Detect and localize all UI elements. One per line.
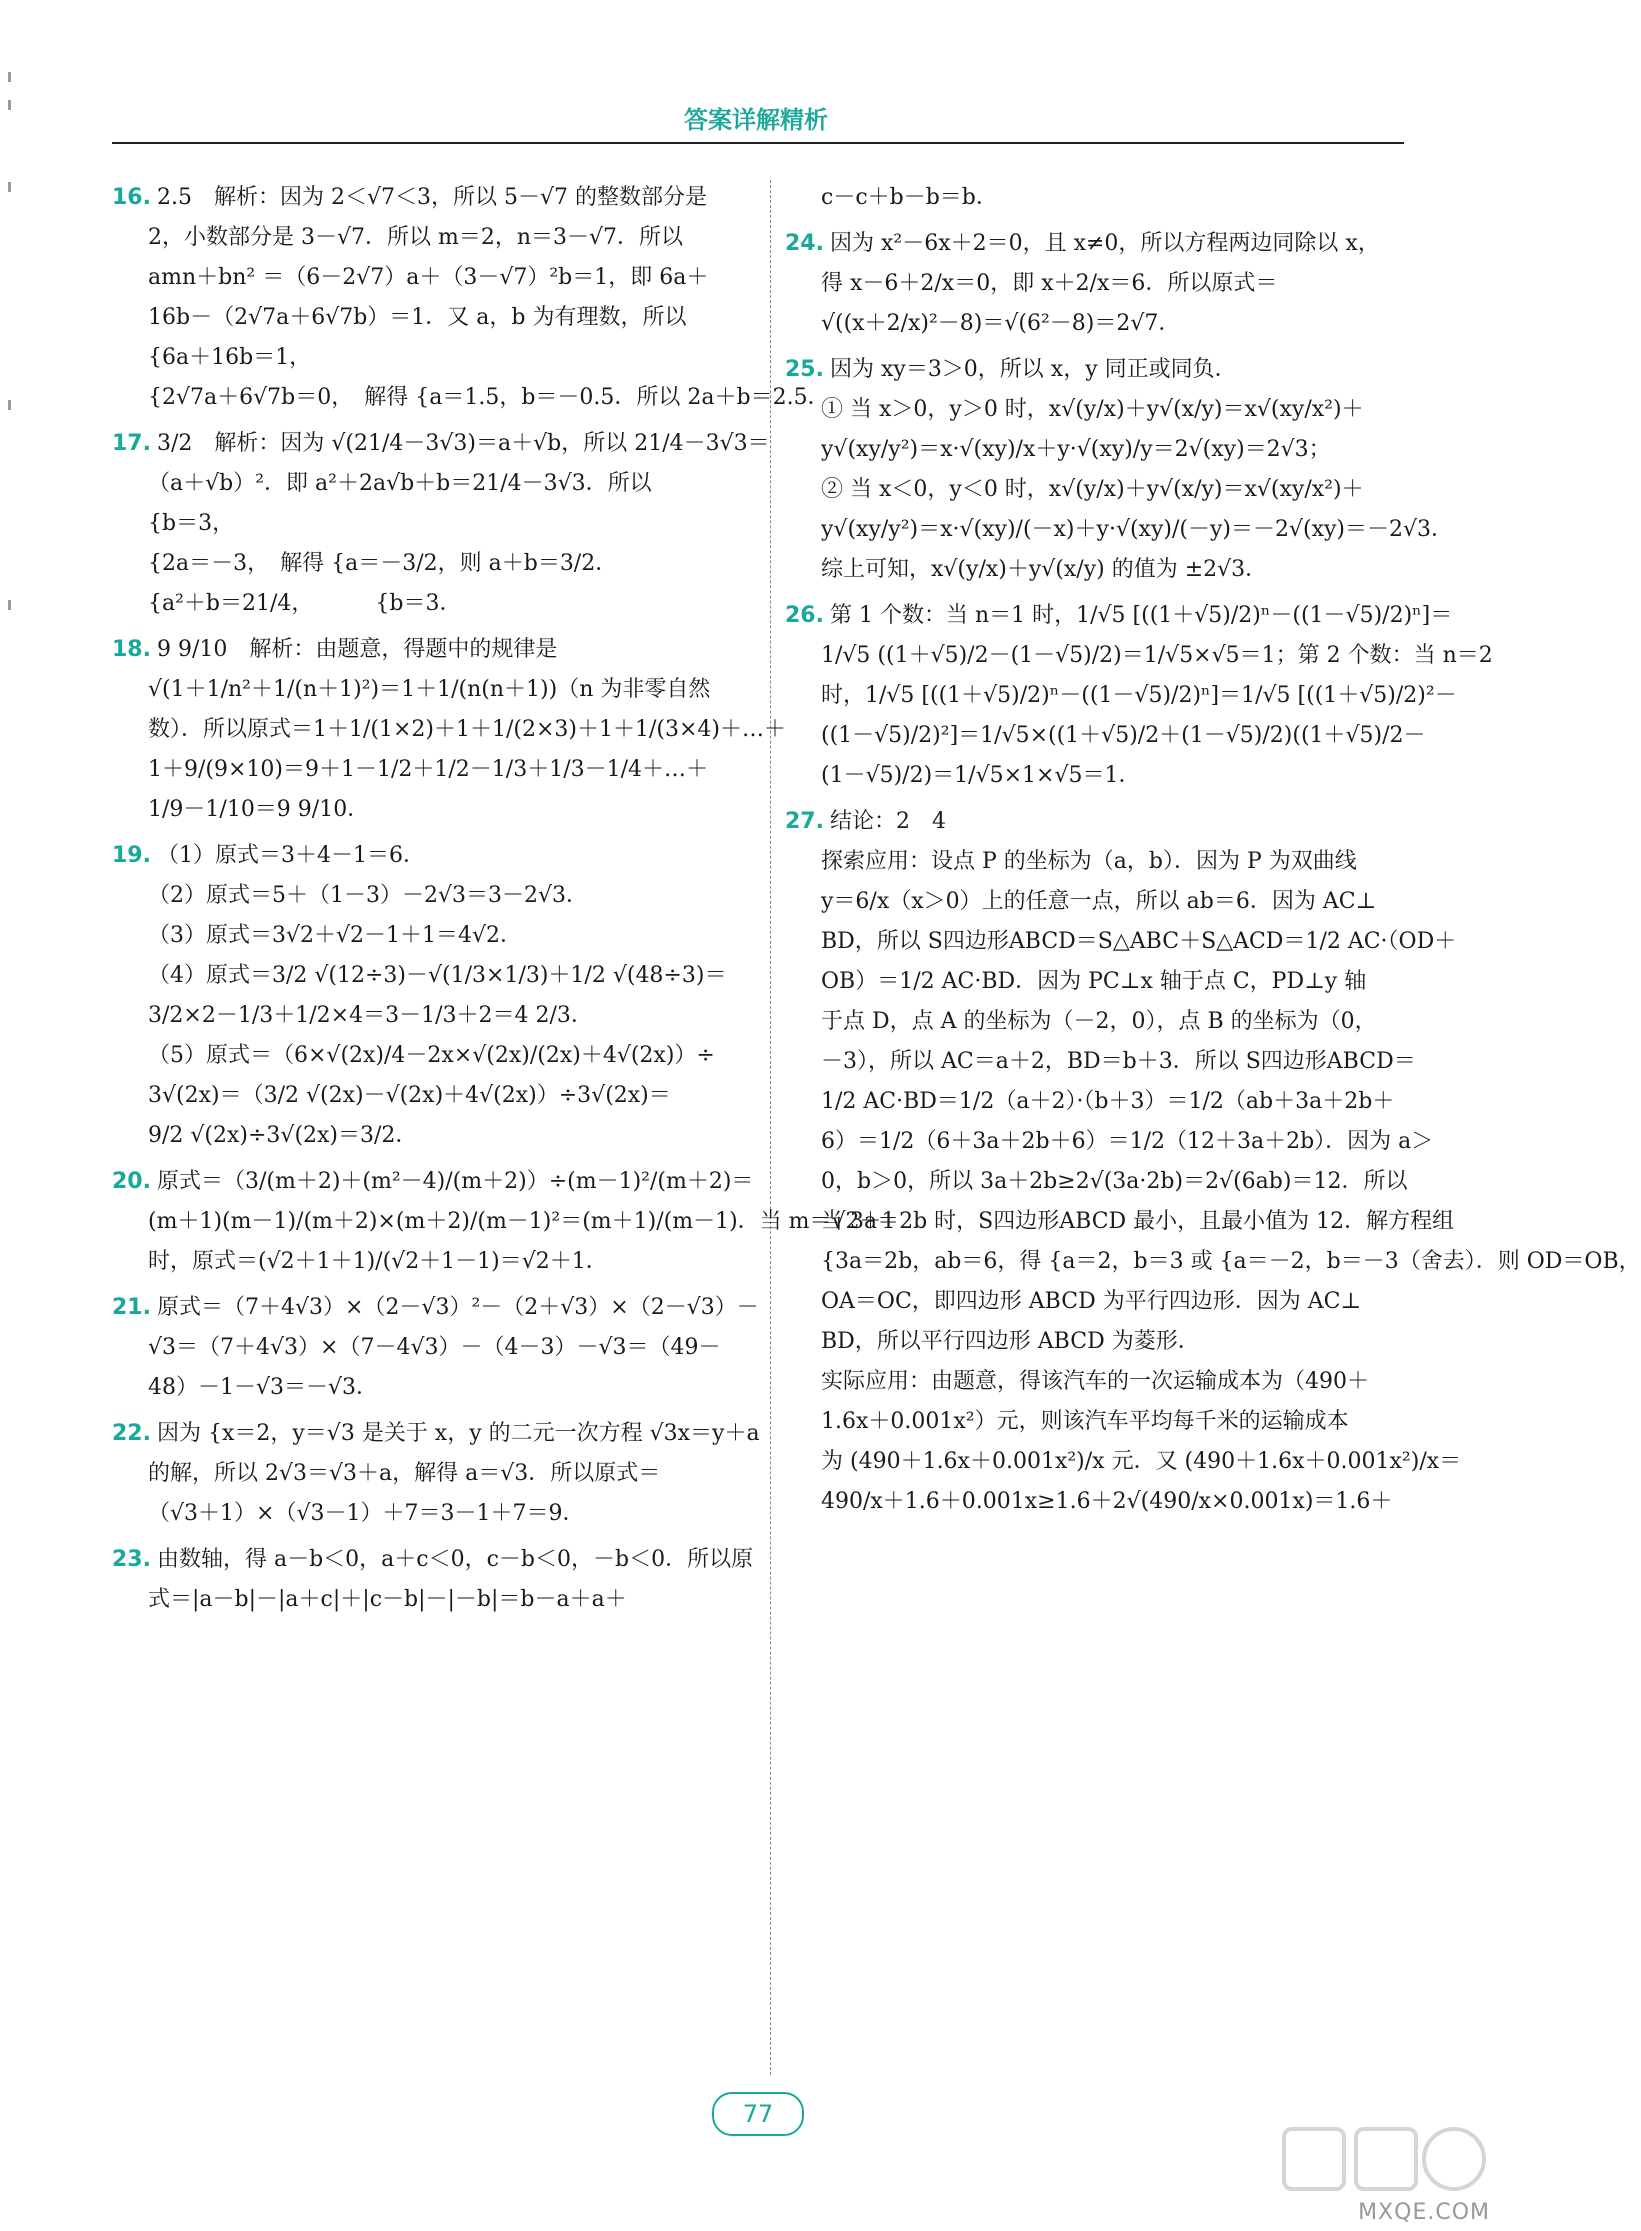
answer-line <box>785 1122 1434 1162</box>
question-number: 23. <box>112 1547 151 1572</box>
answer-text: 第 1 个数：当 n＝1 时，1/√5 [((1＋√5)/2)ⁿ－((1－√5)/2)ⁿ]＝ <box>829 603 1453 628</box>
answer-text: BD，所以平行四边形 ABCD 为菱形． <box>821 1329 1200 1354</box>
answer-item <box>785 596 1493 796</box>
answer-line <box>785 1042 1416 1082</box>
answer-text: （a＋√b）²．即 a²＋2a√b＋b＝21/4－3√3．所以 <box>148 471 652 496</box>
answer-text: {6a＋16b＝1， <box>148 345 312 370</box>
answer-text: c－c＋b－b＝b． <box>821 185 998 210</box>
answer-text: 综上可知，x√(y/x)＋y√(x/y) 的值为 ±2√3． <box>821 557 1268 582</box>
answer-text: ① 当 x＞0，y＞0 时，x√(y/x)＋y√(x/y)＝x√(xy/x²)＋ <box>821 397 1364 422</box>
answer-line <box>112 1242 732 1282</box>
answer-text: 时，原式＝(√2＋1＋1)/(√2＋1－1)＝√2＋1． <box>148 1249 608 1274</box>
answer-line <box>785 802 1407 842</box>
answer-text: 原式＝（7＋4√3）×（2－√3）²－（2＋√3）×（2－√3）－ <box>156 1295 759 1320</box>
page-number: 77 <box>712 2092 804 2136</box>
answer-line <box>112 1162 754 1202</box>
answer-text: （4）原式＝3/2 √(12÷3)－√(1/3×1/3)＋1/2 √(48÷3)＝ <box>148 963 727 988</box>
question-number: 27. <box>785 809 824 834</box>
answer-line <box>112 1116 732 1156</box>
answer-line <box>785 1322 1407 1362</box>
answer-text: 2，小数部分是 3－√7．所以 m＝2，n＝3－√7．所以 <box>148 225 684 250</box>
answer-line <box>112 630 732 670</box>
answer-line <box>112 916 732 956</box>
answer-line <box>112 1328 732 1368</box>
answer-line <box>785 636 1493 676</box>
answer-line <box>785 178 1407 218</box>
question-number: 21. <box>112 1295 151 1320</box>
answer-item <box>112 424 770 624</box>
answer-text: （2）原式＝5＋（1－3）－2√3＝3－2√3． <box>148 883 589 908</box>
answer-text: 9 9/10 解析：由题意，得题中的规律是 <box>156 637 558 662</box>
answer-text: 6）＝1/2（6＋3a＋2b＋6）＝1/2（12＋3a＋2b）．因为 a＞ <box>821 1129 1434 1154</box>
answer-text: （√3＋1）×（√3－1）＋7＝3－1＋7＝9． <box>148 1501 585 1526</box>
answer-text: 1/2 AC·BD＝1/2（a＋2）·（b＋3）＝1/2（ab＋3a＋2b＋ <box>821 1089 1395 1114</box>
answer-text: 1＋9/(9×10)＝9＋1－1/2＋1/2－1/3＋1/3－1/4＋…＋ <box>148 757 709 782</box>
answer-text: （1）原式＝3＋4－1＝6． <box>156 843 425 868</box>
answer-item <box>112 1540 754 1620</box>
answer-line <box>112 464 732 504</box>
answer-text: 16b－（2√7a＋6√7b）＝1．又 a，b 为有理数，所以 <box>148 305 687 330</box>
answer-line <box>112 710 787 750</box>
answer-text: √(1＋1/n²＋1/(n＋1)²)＝1＋1/(n(n＋1))（n 为非零自然 <box>148 677 711 702</box>
answer-text: (m＋1)(m－1)/(m＋2)×(m＋2)/(m－1)²＝(m＋1)/(m－1)．当 m＝√2＋1 <box>148 1209 896 1234</box>
question-number: 17. <box>112 431 151 456</box>
answer-text: (1－√5)/2)＝1/√5×1×√5＝1． <box>821 763 1141 788</box>
answer-line <box>785 1162 1407 1202</box>
answer-text: √3＝（7＋4√3）×（7－4√3）－（4－3）－√3＝（49－ <box>148 1335 721 1360</box>
answer-text: amn＋bn² ＝（6－2√7）a＋（3－√7）²b＝1，即 6a＋ <box>148 265 709 290</box>
answer-line <box>785 224 1407 264</box>
answer-line <box>112 218 732 258</box>
answer-text: 48）－1－√3＝－√3． <box>148 1375 379 1400</box>
answer-text: 原式＝（3/(m＋2)＋(m²－4)/(m＋2)）÷(m－1)²/(m＋2)＝ <box>156 1169 754 1194</box>
answer-line <box>785 1362 1407 1402</box>
margin-mark <box>8 600 11 610</box>
answer-line <box>785 842 1407 882</box>
answer-text: BD，所以 S四边形ABCD＝S△ABC＋S△ACD＝1/2 AC·（OD＋ <box>821 929 1457 954</box>
answer-item <box>785 802 1641 1522</box>
right-column <box>785 178 1641 1528</box>
answer-line <box>112 338 732 378</box>
answer-text: y＝6/x（x＞0）上的任意一点，所以 ab＝6．因为 AC⊥ <box>821 889 1377 914</box>
answer-text: {a²＋b＝21/4， {b＝3． <box>148 591 462 616</box>
question-number: 19. <box>112 843 151 868</box>
answer-line <box>785 510 1453 550</box>
answer-line <box>112 996 732 1036</box>
answer-line <box>112 178 732 218</box>
answer-line <box>785 1002 1407 1042</box>
answer-text: －3），所以 AC＝a＋2，BD＝b＋3．所以 S四边形ABCD＝ <box>821 1049 1416 1074</box>
answer-text: 1.6x＋0.001x²）元，则该汽车平均每千米的运输成本 <box>821 1409 1349 1434</box>
answer-line <box>112 298 732 338</box>
answer-text: ((1－√5)/2)²]＝1/√5×((1＋√5)/2＋(1－√5)/2)((1＋√5)/2－ <box>821 723 1426 748</box>
answer-item <box>785 178 1407 218</box>
watermark-url: MXQE.COM <box>1358 2200 1490 2225</box>
question-number: 25. <box>785 357 824 382</box>
question-number: 22. <box>112 1421 151 1446</box>
answer-text: 490/x＋1.6＋0.001x≥1.6＋2√(490/x×0.001x)＝1.6＋ <box>821 1489 1393 1514</box>
answer-text: {2√7a＋6√7b＝0， 解得 {a＝1.5，b＝－0.5．所以 2a＋b＝2.5． <box>148 385 830 410</box>
answer-line <box>785 1082 1407 1122</box>
answer-text: 实际应用：由题意，得该汽车的一次运输成本为（490＋ <box>821 1369 1369 1394</box>
answer-item <box>112 1288 759 1408</box>
answer-line <box>112 1368 732 1408</box>
margin-mark <box>8 182 11 192</box>
answer-line <box>785 756 1407 796</box>
answer-line <box>112 258 732 298</box>
answer-item <box>785 350 1453 590</box>
column-divider <box>770 180 771 2075</box>
answer-text: y√(xy/y²)＝x·√(xy)/(－x)＋y·√(xy)/(－y)＝－2√(xy)＝－2√3． <box>821 517 1453 542</box>
answer-line <box>112 790 732 830</box>
answer-line <box>785 716 1426 756</box>
answer-text: 结论：2 4 <box>829 809 946 834</box>
answer-line <box>112 1202 896 1242</box>
answer-text: 因为 {x＝2，y＝√3 是关于 x，y 的二元一次方程 √3x＝y＋a <box>156 1421 760 1446</box>
answer-text: 3/2 解析：因为 √(21/4－3√3)＝a＋√b，所以 21/4－3√3＝ <box>156 431 770 456</box>
answer-text: 时，1/√5 [((1＋√5)/2)ⁿ－((1－√5)/2)ⁿ]＝1/√5 [((1＋√5)/2)²－ <box>821 683 1457 708</box>
answer-line <box>112 1036 732 1076</box>
answer-text: {b＝3， <box>148 511 235 536</box>
answer-line <box>112 504 732 544</box>
answer-text: 的解，所以 2√3＝√3＋a，解得 a＝√3．所以原式＝ <box>148 1461 661 1486</box>
answer-line <box>785 962 1407 1002</box>
answer-line <box>785 596 1453 636</box>
answer-line <box>112 424 770 464</box>
answer-text: 2.5 解析：因为 2＜√7＜3，所以 5－√7 的整数部分是 <box>156 185 707 210</box>
margin-mark <box>8 400 11 410</box>
answer-text: 式＝|a－b|－|a＋c|＋|c－b|－|－b|＝b－a＋a＋ <box>148 1587 627 1612</box>
answer-text: 9/2 √(2x)÷3√(2x)＝3/2． <box>148 1123 418 1148</box>
answer-line <box>785 1202 1455 1242</box>
answer-line <box>112 584 732 624</box>
answer-text: √((x＋2/x)²－8)＝√(6²－8)＝2√7． <box>821 311 1181 336</box>
answer-line <box>112 1540 754 1580</box>
answer-text: 3/2×2－1/3＋1/2×4＝3－1/3＋2＝4 2/3． <box>148 1003 593 1028</box>
answer-line <box>112 876 732 916</box>
answer-line <box>112 1454 732 1494</box>
answer-text: {3a＝2b，ab＝6，得 {a＝2，b＝3 或 {a＝－2，b＝－3（舍去）．则 OD＝OB， <box>821 1249 1641 1274</box>
answer-line <box>785 882 1407 922</box>
answer-line <box>112 1414 760 1454</box>
answer-text: 当 3a＝2b 时，S四边形ABCD 最小，且最小值为 12．解方程组 <box>821 1209 1455 1234</box>
answer-text: 由数轴，得 a－b＜0，a＋c＜0，c－b＜0，－b＜0．所以原 <box>156 1547 754 1572</box>
answer-line <box>785 304 1407 344</box>
answer-text: 探索应用：设点 P 的坐标为（a，b）．因为 P 为双曲线 <box>821 849 1357 874</box>
answer-text: （3）原式＝3√2＋√2－1＋1＝4√2． <box>148 923 523 948</box>
answer-text: OA＝OC，即四边形 ABCD 为平行四边形．因为 AC⊥ <box>821 1289 1362 1314</box>
margin-mark <box>8 72 11 82</box>
answer-line <box>112 378 830 418</box>
answer-text: 0，b＞0，所以 3a＋2b≥2√(3a·2b)＝2√(6ab)＝12．所以 <box>821 1169 1408 1194</box>
answer-item <box>112 1414 760 1534</box>
answer-line <box>112 1076 732 1116</box>
answer-line <box>785 1242 1641 1282</box>
watermark-logo-icon <box>1282 2123 1492 2203</box>
answer-line <box>112 956 732 996</box>
answer-text: 3√(2x)＝（3/2 √(2x)－√(2x)＋4√(2x)）÷3√(2x)＝ <box>148 1083 671 1108</box>
answer-line <box>785 350 1407 390</box>
answer-line <box>785 922 1457 962</box>
answer-line <box>785 1402 1407 1442</box>
answer-line <box>785 264 1407 304</box>
answer-line <box>112 1494 732 1534</box>
answer-line <box>785 470 1407 510</box>
answer-line <box>785 676 1457 716</box>
answer-item <box>785 224 1407 344</box>
answer-line <box>785 1482 1407 1522</box>
answer-line <box>785 1282 1407 1322</box>
answer-text: OB）＝1/2 AC·BD．因为 PC⊥x 轴于点 C，PD⊥y 轴 <box>821 969 1367 994</box>
answer-line <box>112 670 732 710</box>
answer-line <box>112 1580 732 1620</box>
answer-line <box>785 550 1407 590</box>
header-title: 答案详解精析 <box>684 106 828 134</box>
answer-text: 于点 D，点 A 的坐标为（－2，0），点 B 的坐标为（0， <box>821 1009 1377 1034</box>
answer-text: 数）．所以原式＝1＋1/(1×2)＋1＋1/(2×3)＋1＋1/(3×4)＋…＋ <box>148 717 787 742</box>
answer-text: y√(xy/y²)＝x·√(xy)/x＋y·√(xy)/y＝2√(xy)＝2√3； <box>821 437 1331 462</box>
question-number: 24. <box>785 231 824 256</box>
answer-text: 得 x－6＋2/x＝0，即 x＋2/x＝6．所以原式＝ <box>821 271 1278 296</box>
answer-item <box>112 836 732 1156</box>
question-number: 26. <box>785 603 824 628</box>
answer-line <box>112 750 732 790</box>
answer-line <box>112 544 732 584</box>
answer-text: 1/√5 ((1＋√5)/2－(1－√5)/2)＝1/√5×√5＝1；第 2 个数：当 n＝2 <box>821 643 1493 668</box>
answer-text: 1/9－1/10＝9 9/10． <box>148 797 370 822</box>
question-number: 16. <box>112 185 151 210</box>
answer-line <box>785 390 1407 430</box>
answer-item <box>112 1162 896 1282</box>
answer-line <box>785 430 1407 470</box>
answer-line <box>785 1442 1462 1482</box>
answer-line <box>112 836 732 876</box>
answer-text: （5）原式＝（6×√(2x)/4－2x×√(2x)/(2x)＋4√(2x)）÷ <box>148 1043 715 1068</box>
question-number: 18. <box>112 637 151 662</box>
answer-text: 因为 x²－6x＋2＝0，且 x≠0，所以方程两边同除以 x， <box>829 231 1380 256</box>
header-rule <box>112 142 1404 144</box>
answer-text: {2a＝－3， 解得 {a＝－3/2，则 a＋b＝3/2． <box>148 551 618 576</box>
answer-item <box>112 630 787 830</box>
answer-text: 为 (490＋1.6x＋0.001x²)/x 元．又 (490＋1.6x＋0.001x²)/x＝ <box>821 1449 1462 1474</box>
question-number: 20. <box>112 1169 151 1194</box>
answer-line <box>112 1288 759 1328</box>
answer-text: ② 当 x＜0，y＜0 时，x√(y/x)＋y√(x/y)＝x√(xy/x²)＋ <box>821 477 1364 502</box>
answer-text: 因为 xy＝3＞0，所以 x，y 同正或同负． <box>829 357 1237 382</box>
